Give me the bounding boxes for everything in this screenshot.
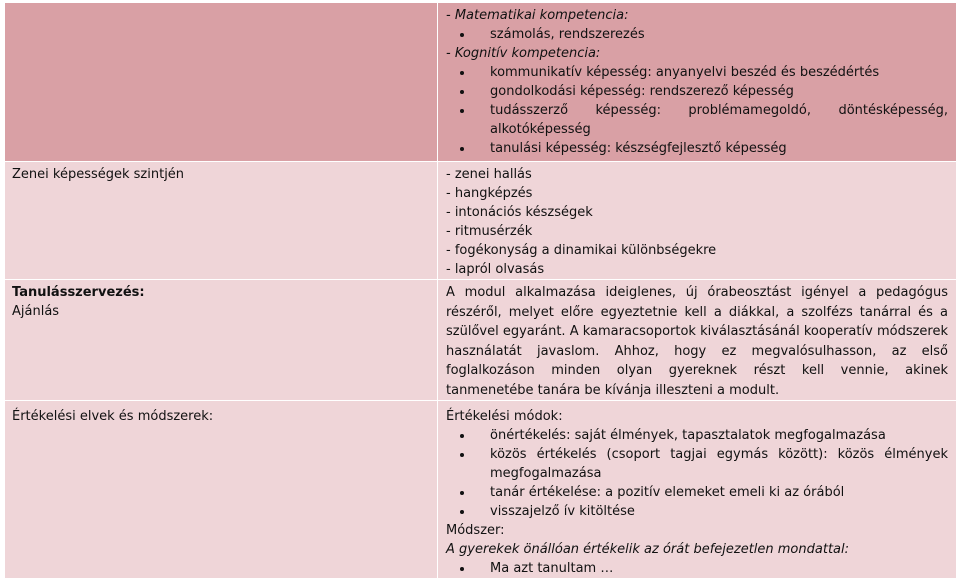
- list-item: - intonációs készségek: [446, 205, 593, 220]
- learning-organization-label-cell: [5, 280, 438, 401]
- list-item: - hangképzés: [446, 186, 533, 201]
- evaluation-row: [5, 401, 957, 579]
- list-item: • közös értékelés (csoport tagjai egymás között): közös élmények megfogalmazása: [474, 445, 948, 483]
- musical-skills-label: Zenei képességek szintjén: [5, 162, 438, 280]
- list-item: • tanulási képesség: készségfejlesztő képesség: [474, 139, 948, 158]
- list-item: - zenei hallás: [446, 167, 532, 182]
- learning-organization-text: A modul alkalmazása ideiglenes, új órabeosztást igényel a pedagógus részéről, melyet előre egyeztetnie kell a diákkal, a szolfézs tanárral és a szülővel egyaránt. A kamaracsoportok kiválasztásánál kooperatív módszerek használatát javaslom. Ahhoz, hogy ez megvalósulhasson, az első foglalkozáson minden olyan gyereknek részt kell vennie, akinek tanmenetébe tanára be kívánja illeszteni a modult.: [438, 280, 957, 401]
- competence-content-cell: [438, 3, 957, 162]
- evaluation-label: Értékelési elvek és módszerek:: [5, 401, 438, 579]
- cognitive-competence-list: [446, 63, 948, 158]
- method-text: A gyerekek önállóan értékelik az órát befejezetlen mondattal:: [446, 542, 849, 557]
- list-item: • kommunikatív képesség: anyanyelvi beszéd és beszédértés: [474, 63, 948, 82]
- recommendation-label: Ajánlás: [12, 304, 60, 319]
- evaluation-modes-list: [446, 426, 948, 521]
- method-heading: Módszer:: [446, 523, 505, 538]
- musical-skills-content: [438, 162, 957, 280]
- list-item: • tudásszerző képesség: problémamegoldó, döntésképesség, alkotóképesség: [474, 101, 948, 139]
- list-item: - fogékonyság a dinamikai különbségekre: [446, 243, 717, 258]
- competence-label-cell: [5, 3, 438, 162]
- musical-skills-row: [5, 162, 957, 280]
- list-item: • Ma azt tanultam …: [474, 559, 948, 578]
- list-item: • önértékelés: saját élmények, tapasztalatok megfogalmazása: [474, 426, 948, 445]
- evaluation-content: [438, 401, 957, 579]
- cognitive-competence-heading: - Kognitív kompetencia:: [446, 46, 601, 61]
- learning-organization-row: [5, 280, 957, 401]
- math-competence-heading: - Matematikai kompetencia:: [446, 8, 629, 23]
- list-item: • számolás, rendszerezés: [474, 25, 948, 44]
- list-item: - lapról olvasás: [446, 262, 545, 277]
- list-item: • visszajelző ív kitöltése: [474, 502, 948, 521]
- learning-organization-label: Tanulásszervezés:: [12, 285, 145, 300]
- math-competence-list: [446, 25, 948, 44]
- document-table: [4, 2, 957, 579]
- method-list: [446, 559, 948, 578]
- list-item: • tanár értékelése: a pozitív elemeket emeli ki az órából: [474, 483, 948, 502]
- competence-row: [5, 3, 957, 162]
- evaluation-modes-heading: Értékelési módok:: [446, 409, 563, 424]
- list-item: • gondolkodási képesség: rendszerező képesség: [474, 82, 948, 101]
- list-item: - ritmusérzék: [446, 224, 533, 239]
